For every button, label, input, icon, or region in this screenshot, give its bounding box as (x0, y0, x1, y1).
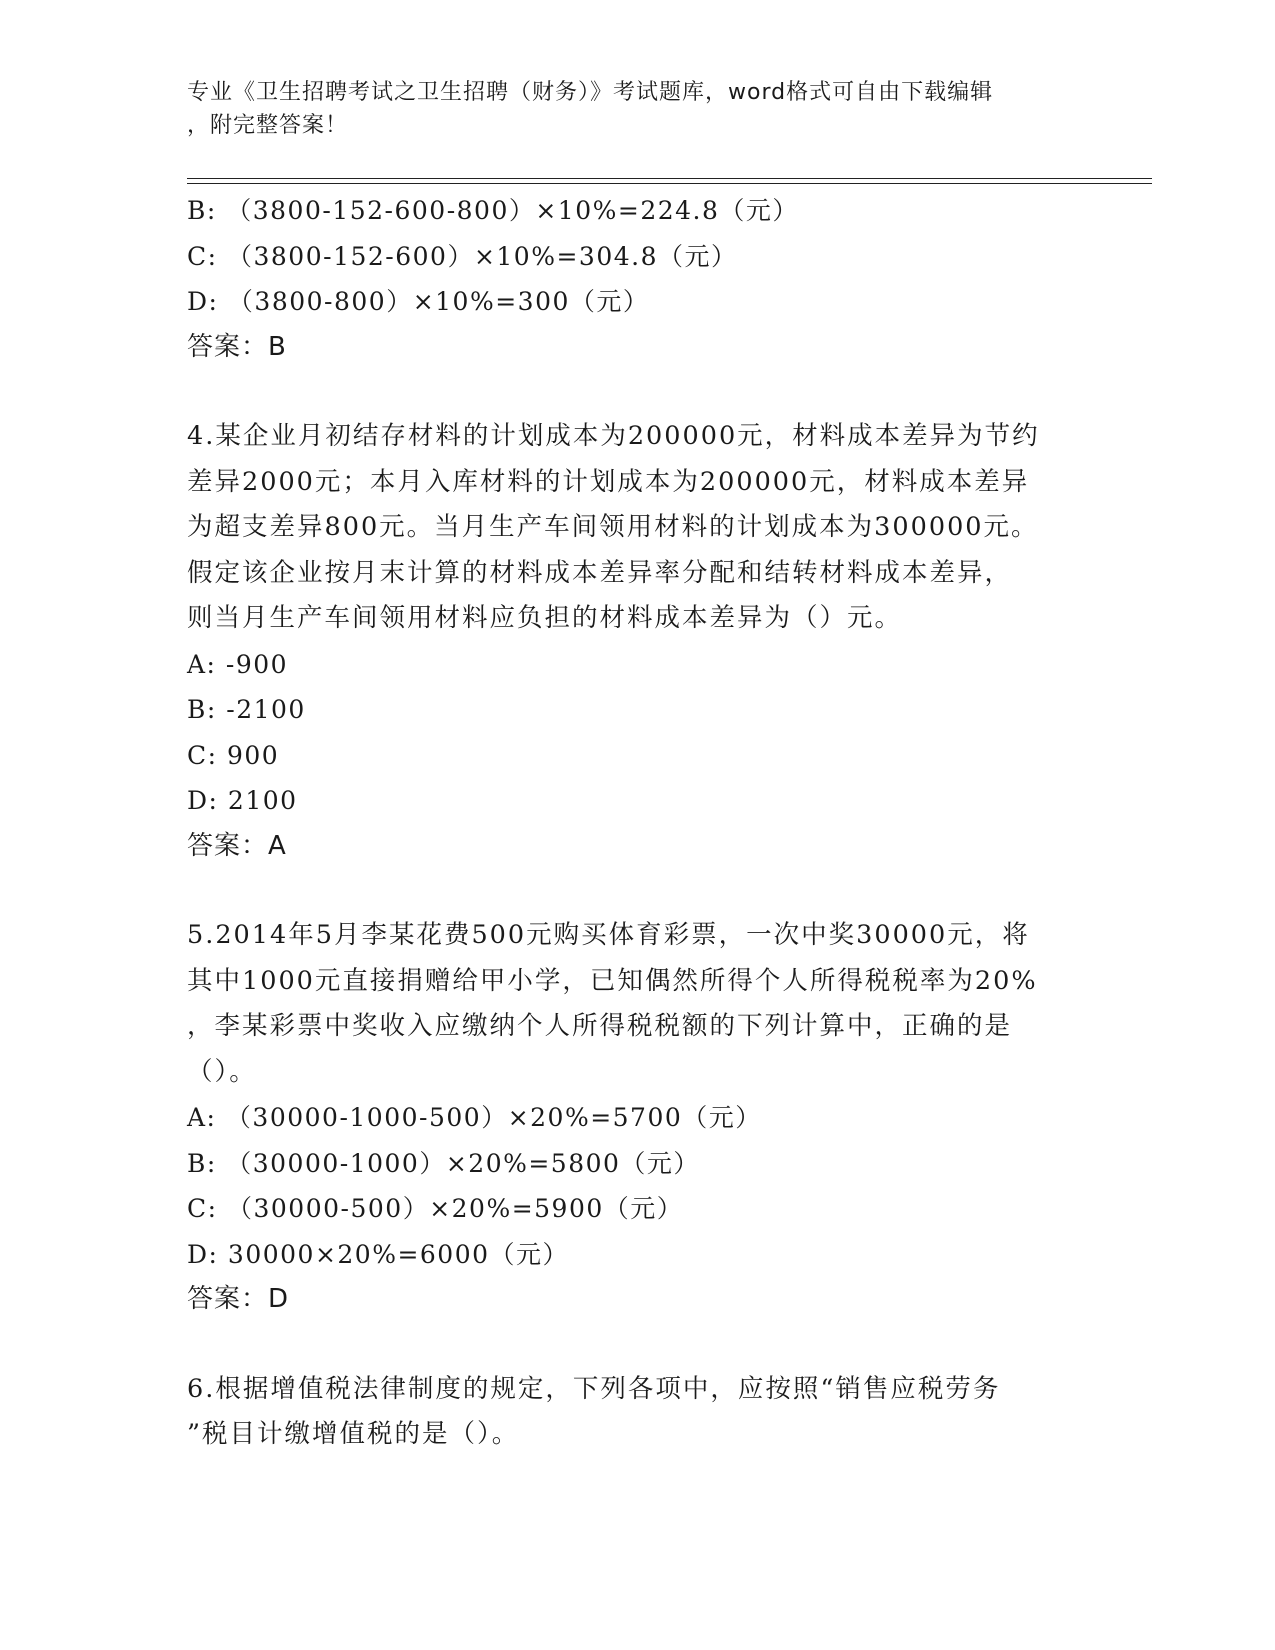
q4-stem-line: 则当月生产车间领用材料应负担的材料成本差异为（）元。 (187, 603, 903, 633)
q6-stem-line: ”税目计缴增值税的是（）。 (187, 1419, 520, 1449)
header-line-2: ，附完整答案！ (187, 113, 349, 138)
question-3-block (187, 188, 1087, 370)
q5-option-c: C: （30000-500）×20%=5900（元） (187, 1194, 684, 1223)
document-header (187, 76, 1067, 142)
q5-stem-line: 其中1000元直接捐赠给甲小学，已知偶然所得个人所得税税率为20% (187, 965, 1038, 996)
q6-stem-line: 6.根据增值税法律制度的规定，下列各项中，应按照“销售应税劳务 (187, 1373, 1001, 1404)
q5-stem-line: ，李某彩票中奖收入应缴纳个人所得税税额的下列计算中，正确的是 (187, 1011, 1013, 1041)
spacer (187, 1323, 1087, 1367)
q4-stem-line: 假定该企业按月末计算的材料成本差异率分配和结转材料成本差异， (187, 557, 1013, 588)
header-divider-top (187, 178, 1152, 179)
q5-answer: 答案：D (187, 1284, 290, 1314)
q5-stem-line: （）。 (187, 1056, 257, 1087)
spacer (187, 869, 1087, 913)
q4-answer: 答案：A (187, 830, 287, 861)
header-line-1: 专业《卫生招聘考试之卫生招聘（财务）》考试题库，word格式可自由下载编辑 (187, 80, 994, 105)
q3-answer: 答案：B (187, 331, 287, 362)
q4-option-c: C: 900 (187, 740, 280, 770)
q6-stem (187, 1367, 1087, 1458)
document-body (187, 188, 1087, 1458)
q5-stem (187, 913, 1087, 1095)
q5-option-a: A: （30000-1000-500）×20%=5700（元） (187, 1103, 762, 1132)
q5-option-b: B: （30000-1000）×20%=5800（元） (187, 1148, 700, 1178)
q3-option-d: D: （3800-800）×10%=300（元） (187, 287, 650, 316)
q5-option-d: D: 30000×20%=6000（元） (187, 1239, 570, 1269)
question-4-block (187, 414, 1087, 869)
q4-stem-line: 差异2000元；本月入库材料的计划成本为200000元，材料成本差异 (187, 466, 1030, 497)
q4-stem (187, 414, 1087, 642)
question-6-block (187, 1367, 1087, 1458)
spacer (187, 370, 1087, 414)
question-5-block (187, 913, 1087, 1323)
q4-stem-line: 为超支差异800元。当月生产车间领用材料的计划成本为300000元。 (187, 512, 1039, 542)
header-divider-bottom (187, 183, 1152, 184)
q3-option-c: C: （3800-152-600）×10%=304.8（元） (187, 241, 738, 271)
q4-option-b: B: -2100 (187, 695, 306, 724)
q4-stem-line: 4.某企业月初结存材料的计划成本为200000元，材料成本差异为节约 (187, 421, 1040, 451)
q4-option-d: D: 2100 (187, 786, 298, 815)
q5-stem-line: 5.2014年5月李某花费500元购买体育彩票，一次中奖30000元，将 (187, 920, 1030, 950)
q3-option-b: B: （3800-152-600-800）×10%=224.8（元） (187, 196, 799, 225)
q4-option-a: A: -900 (187, 649, 289, 679)
